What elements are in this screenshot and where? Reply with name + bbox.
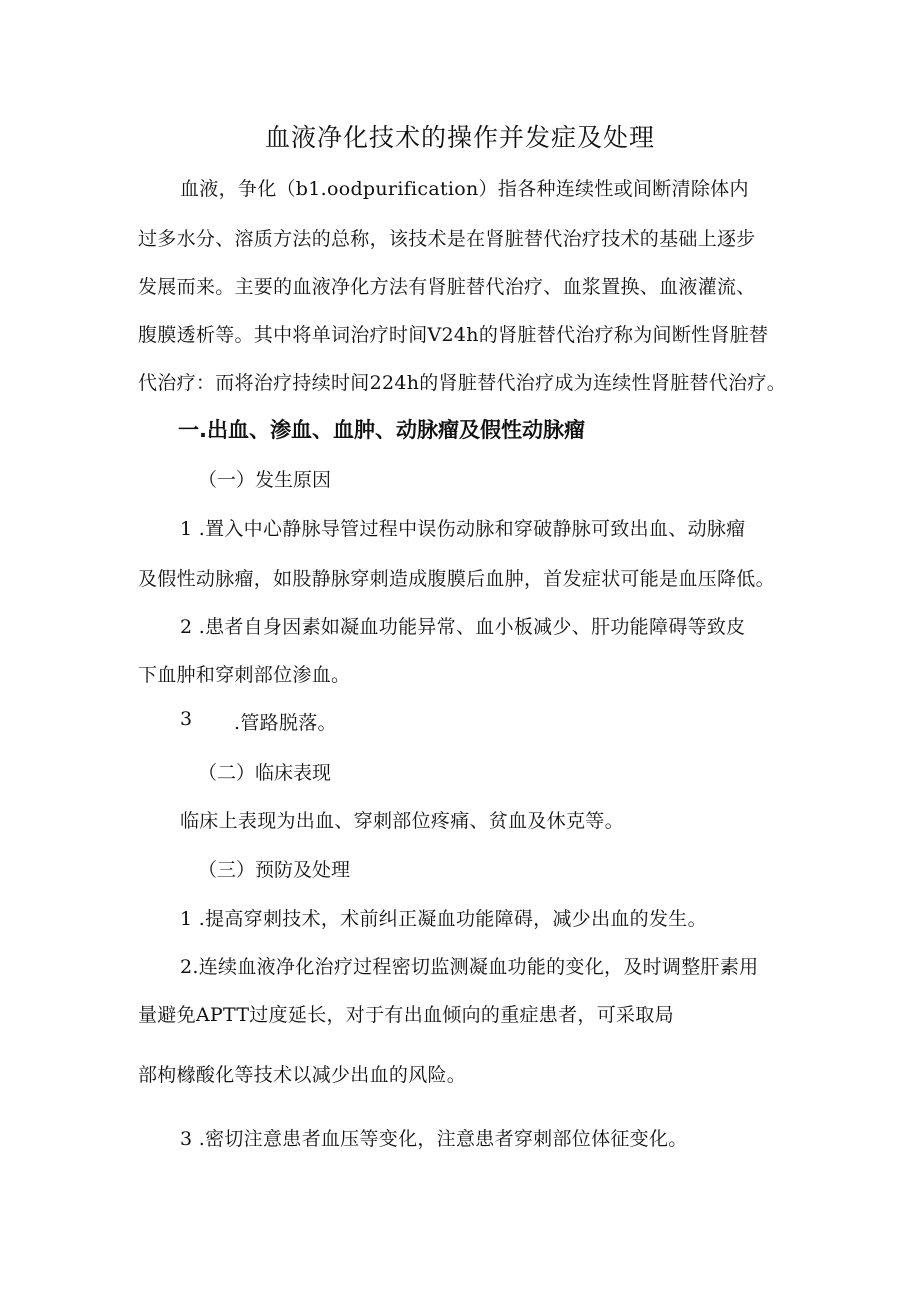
intro-line-5: 代治疗：而将治疗持续时间224h的肾脏替代治疗成为连续性肾脏替代治疗。 [138, 372, 787, 394]
section-heading: 一.出血、渗血、血肿、动脉瘤及假性动脉瘤 [178, 418, 585, 442]
intro-line-3: 发展而来。主要的血液净化方法有肾脏替代治疗、血浆置换、血液灌流、 [138, 276, 756, 298]
prevention-2-line-1: 2.连续血液净化治疗过程密切监测凝血功能的变化，及时调整肝素用 [180, 956, 759, 978]
prevention-2-line-3: 部枸橼酸化等技术以减少出血的风险。 [138, 1064, 467, 1086]
document-title: 血液净化技术的操作并发症及处理 [264, 123, 655, 152]
cause-3-number: 3 [180, 708, 193, 730]
subsection-prevention-title: （三）预防及处理 [198, 859, 351, 881]
subsection-clinical-title: （二）临床表现 [198, 762, 332, 784]
intro-line-2: 过多水分、溶质方法的总称，该技术是在肾脏替代治疗技术的基础上逐步 [138, 228, 756, 250]
prevention-1: 1 .提高穿刺技术，术前纠正凝血功能障碍，减少出血的发生。 [180, 908, 707, 930]
cause-2-line-1: 2 .患者自身因素如凝血功能异常、血小板减少、肝功能障碍等致皮 [180, 616, 746, 638]
cause-2-line-2: 下血肿和穿刺部位渗血。 [138, 664, 351, 686]
cause-3-text: .管路脱落。 [234, 712, 337, 734]
prevention-2-line-2: 量避免APTT过度延长，对于有出血倾向的重症患者，可采取局 [138, 1004, 674, 1026]
prevention-3: 3 .密切注意患者血压等变化，注意患者穿刺部位体征变化。 [180, 1128, 688, 1150]
clinical-text: 临床上表现为出血、穿刺部位疼痛、贫血及休克等。 [180, 810, 624, 832]
intro-line-4: 腹膜透析等。其中将单词治疗时间V24h的肾脏替代治疗称为间断性肾脏替 [138, 324, 769, 346]
subsection-causes-title: （一）发生原因 [198, 469, 332, 491]
cause-1-line-2: 及假性动脉瘤，如股静脉穿刺造成腹膜后血肿，首发症状可能是血压降低。 [138, 568, 775, 590]
cause-1-line-1: 1 .置入中心静脉导管过程中误伤动脉和穿破静脉可致出血、动脉瘤 [180, 518, 746, 540]
intro-line-1: 血液，争化（b1.oodpurification）指各种连续性或间断清除体内 [180, 178, 749, 200]
